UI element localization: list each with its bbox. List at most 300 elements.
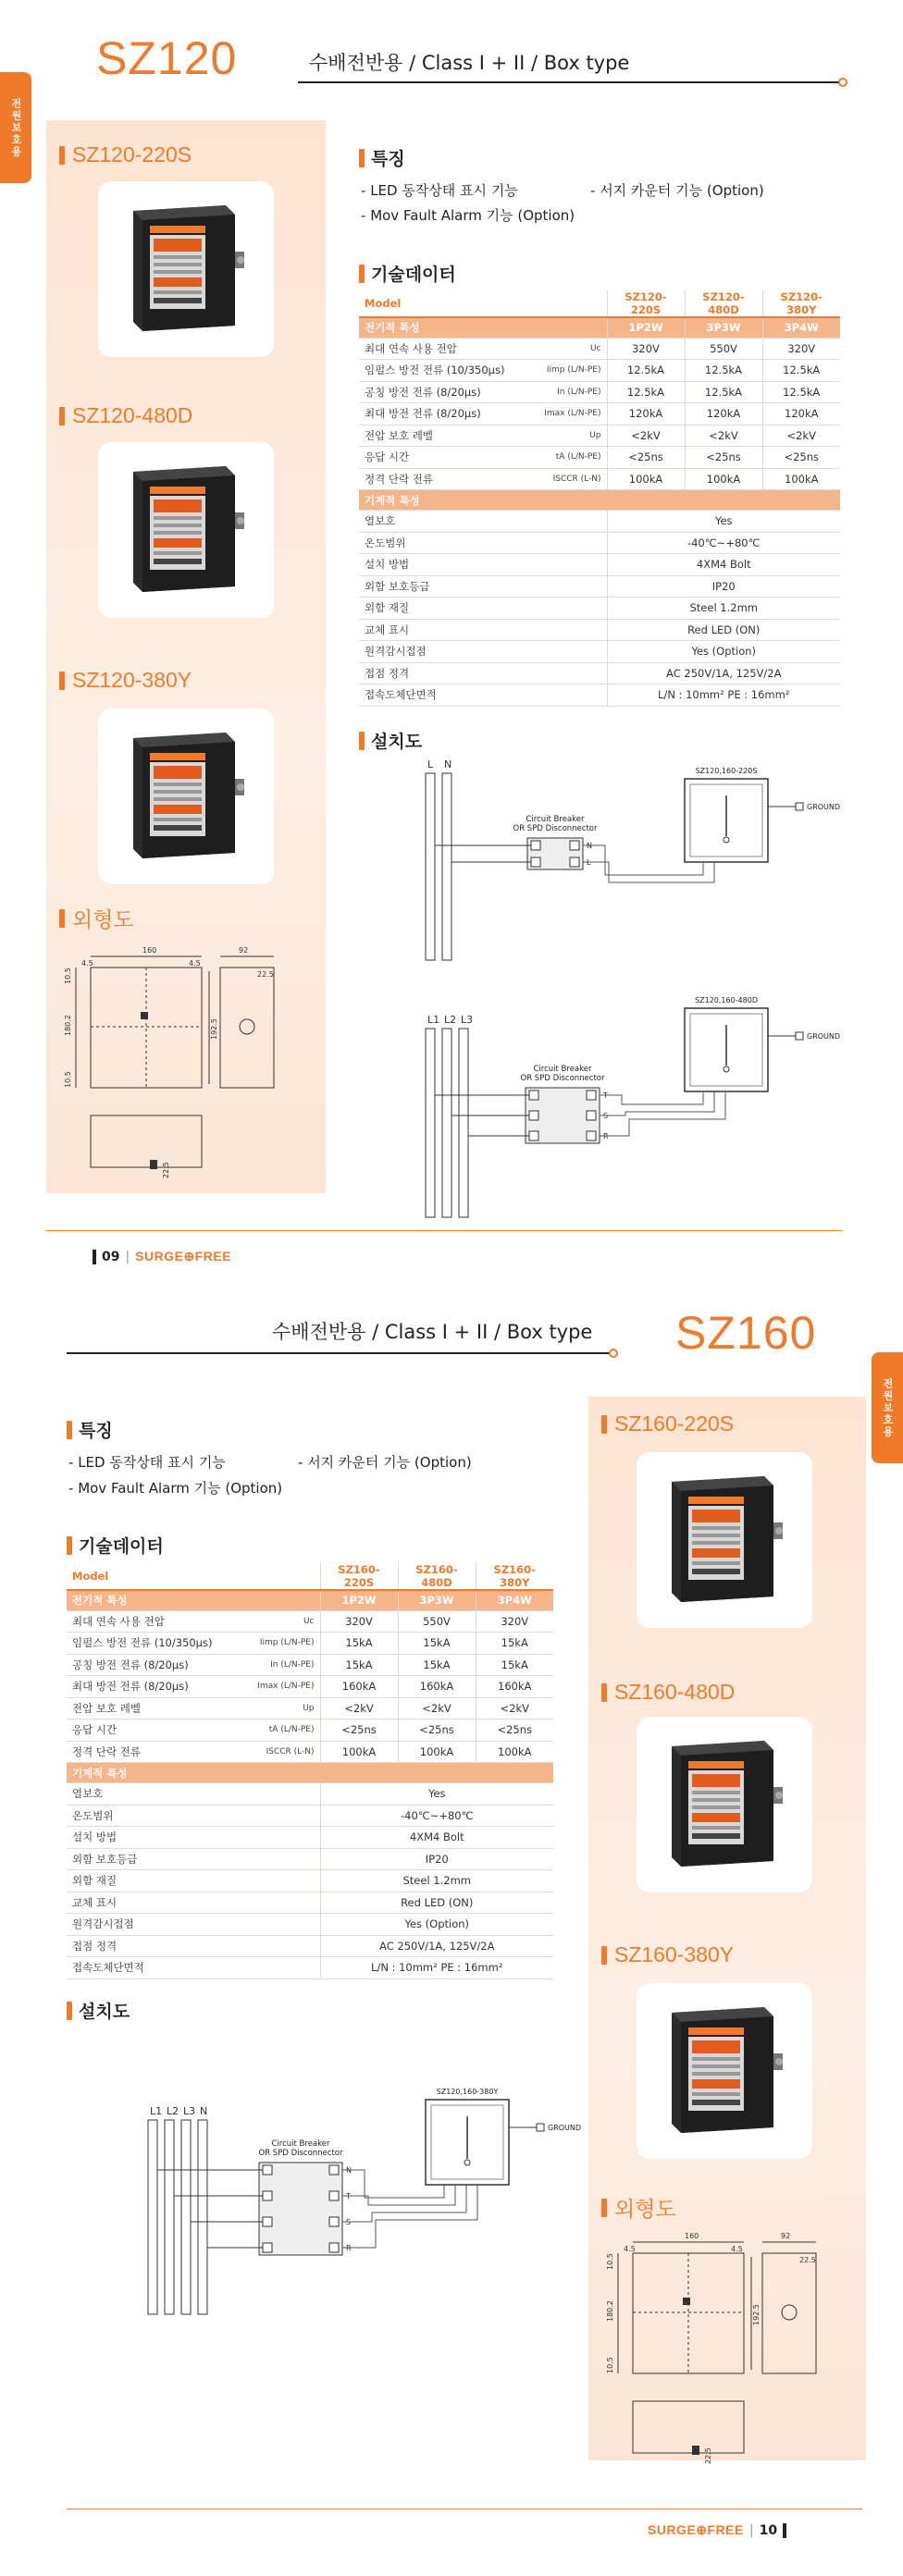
row-label: 최대 방전 전류 (8/20μs) xyxy=(359,403,530,425)
svg-text:4.5: 4.5 xyxy=(731,2245,743,2253)
bus-bar xyxy=(426,773,435,960)
model-title: SZ160 xyxy=(675,1307,817,1359)
table-row xyxy=(359,338,840,360)
row-label: 외함 보호등급 xyxy=(359,575,607,598)
row-value: 12.5kA xyxy=(607,381,685,403)
table-row xyxy=(359,575,840,598)
install-title: 설치도 xyxy=(359,728,422,753)
spd-wire xyxy=(342,2185,477,2248)
row-value: 15kA xyxy=(398,1654,476,1676)
row-value: -40℃~+80℃ xyxy=(320,1805,553,1827)
ground-label: GROUND xyxy=(548,2124,582,2132)
product-title: SZ120-480D xyxy=(59,403,192,428)
table-row xyxy=(359,360,840,382)
table-row xyxy=(359,532,840,554)
row-value: 320V xyxy=(320,1610,398,1633)
row-value: Yes (Option) xyxy=(607,641,840,663)
table-row xyxy=(359,511,840,533)
row-symbol: ISCCR (L-N) xyxy=(530,468,607,490)
bus-bar xyxy=(442,1029,452,1217)
row-value: 100kA xyxy=(398,1741,476,1763)
row-label: 접속도체단면적 xyxy=(67,1957,320,1979)
table-row xyxy=(67,1654,553,1676)
terminal-label: R xyxy=(346,2244,352,2252)
row-value: <2kV xyxy=(762,425,840,447)
row-value: AC 250V/1A, 125V/2A xyxy=(607,662,840,684)
svg-text:10.5: 10.5 xyxy=(64,968,72,984)
title-bar xyxy=(59,909,65,928)
table-row xyxy=(67,1957,553,1979)
install-diagram-220s xyxy=(407,751,841,964)
table-header-row xyxy=(67,1563,553,1590)
row-value: 320V xyxy=(476,1610,553,1633)
row-value: L/N : 10mm² PE : 16mm² xyxy=(320,1957,553,1979)
spec-table xyxy=(359,290,840,707)
feature-item: - 서지 카운터 기능 (Option) xyxy=(298,1454,472,1471)
row-label: 정격 단락 전류 xyxy=(359,468,530,490)
ground-terminal xyxy=(796,1032,803,1040)
row-label: 공칭 방전 전류 (8/20μs) xyxy=(67,1654,241,1676)
title-bar xyxy=(59,672,65,690)
svg-text:10.5: 10.5 xyxy=(606,2253,614,2270)
table-row xyxy=(359,619,840,641)
row-symbol: Iimp (L/N-PE) xyxy=(241,1633,320,1655)
row-value: <25ns xyxy=(762,447,840,469)
row-symbol: Uc xyxy=(530,338,607,360)
row-value: <2kV xyxy=(685,425,762,447)
table-row xyxy=(359,641,840,663)
table-row xyxy=(67,1914,553,1936)
breaker-pole xyxy=(529,1131,538,1140)
spd-element xyxy=(724,1066,729,1072)
row-value: 15kA xyxy=(476,1654,553,1676)
line-label: L3 xyxy=(461,1014,474,1026)
row-label: 정격 단락 전류 xyxy=(67,1741,241,1763)
model-title: SZ120 xyxy=(96,32,238,84)
svg-text:22.5: 22.5 xyxy=(799,2256,816,2264)
table-row xyxy=(67,1633,553,1655)
table-header-row xyxy=(359,290,840,317)
product-image xyxy=(637,1452,812,1628)
row-symbol: Up xyxy=(241,1697,320,1719)
line-label: L1 xyxy=(150,2105,163,2117)
table-row xyxy=(67,1848,553,1870)
spd-element xyxy=(464,2160,470,2165)
table-header-cell: SZ160-480D xyxy=(398,1563,476,1590)
ground-terminal xyxy=(537,2124,544,2131)
row-value: AC 250V/1A, 125V/2A xyxy=(320,1935,553,1957)
row-label: 전압 보호 레벨 xyxy=(359,425,530,447)
table-row xyxy=(67,1935,553,1957)
tech-data-title: 기술데이터 xyxy=(359,261,456,286)
category-row xyxy=(359,490,840,511)
row-value: 100kA xyxy=(476,1741,553,1763)
row-value: 12.5kA xyxy=(762,360,840,382)
features-title: 특징 xyxy=(359,145,405,170)
spd-model-label: SZ120,160-380Y xyxy=(436,2088,499,2096)
row-value: 12.5kA xyxy=(607,360,685,382)
outline-title: 외형도 xyxy=(59,903,134,933)
row-label: 접점 정격 xyxy=(359,662,607,684)
feature-item: - Mov Fault Alarm 기능 (Option) xyxy=(361,207,575,224)
row-value: <2kV xyxy=(320,1697,398,1719)
table-row xyxy=(359,425,840,447)
terminal-label: R xyxy=(603,1132,609,1140)
product-title: SZ160-380Y xyxy=(601,1942,734,1967)
category-label: 기계적 특성 xyxy=(359,490,840,511)
config-cell: 3P4W xyxy=(476,1590,553,1610)
row-label: 응답 시간 xyxy=(67,1719,241,1742)
table-header-cell: SZ160-220S xyxy=(320,1563,398,1590)
breaker-pole xyxy=(263,2243,272,2252)
row-label: 설치 방법 xyxy=(359,554,607,576)
outline-drawing xyxy=(63,943,313,1188)
feature-item: - Mov Fault Alarm 기능 (Option) xyxy=(68,1480,283,1497)
breaker-label: OR SPD Disconnector xyxy=(520,1074,605,1083)
table-row xyxy=(67,1827,553,1849)
row-label: 최대 연속 사용 전압 xyxy=(67,1610,241,1633)
footer-bar xyxy=(783,2523,786,2538)
row-label: 최대 방전 전류 (8/20μs) xyxy=(67,1676,241,1698)
title-bar xyxy=(359,265,365,283)
table-row xyxy=(67,1676,553,1698)
breaker-pole xyxy=(587,1111,596,1120)
category-label: 기계적 특성 xyxy=(67,1763,553,1783)
spd-model-label: SZ120,160-220S xyxy=(695,767,758,775)
side-tab: 전원보호용 xyxy=(872,1352,903,1463)
row-label: 원격감시접점 xyxy=(67,1914,320,1936)
svg-text:192.5: 192.5 xyxy=(752,2304,761,2325)
table-row xyxy=(67,1719,553,1742)
row-label: 응답 시간 xyxy=(359,447,530,469)
footer-rule xyxy=(67,2508,862,2509)
row-label: 교체 표시 xyxy=(359,619,607,641)
spd-wire xyxy=(342,2185,466,2222)
row-value: 12.5kA xyxy=(685,381,762,403)
ground-terminal xyxy=(796,803,803,810)
line-label: L xyxy=(427,758,434,770)
product-panel xyxy=(46,120,326,1193)
row-value: <25ns xyxy=(398,1719,476,1742)
row-value: <25ns xyxy=(607,447,685,469)
row-label: 외함 재질 xyxy=(359,598,607,620)
breaker-label: OR SPD Disconnector xyxy=(258,2149,343,2158)
product-image xyxy=(637,1983,812,2159)
bus-bar xyxy=(165,2120,174,2314)
device-illustration xyxy=(126,198,246,340)
row-label: 열보호 xyxy=(359,511,607,533)
svg-text:22.5: 22.5 xyxy=(704,2447,712,2464)
title-bar xyxy=(59,146,65,165)
header-rule-dot xyxy=(838,78,847,87)
table-row xyxy=(67,1741,553,1763)
row-value: -40℃~+80℃ xyxy=(607,532,840,554)
row-label: 접점 정격 xyxy=(67,1935,320,1957)
row-value: Steel 1.2mm xyxy=(320,1870,553,1892)
svg-text:160: 160 xyxy=(142,946,157,955)
row-value: 100kA xyxy=(607,468,685,490)
table-header-cell: SZ120-480D xyxy=(685,290,762,317)
breaker-pole xyxy=(570,857,579,867)
svg-text:22.5: 22.5 xyxy=(257,970,274,979)
row-value: Steel 1.2mm xyxy=(607,598,840,620)
category-row xyxy=(67,1763,553,1783)
title-bar xyxy=(67,1421,72,1439)
row-label: 임펄스 방전 전류 (10/350μs) xyxy=(359,360,530,382)
svg-text:92: 92 xyxy=(781,2232,791,2240)
product-title: SZ120-380Y xyxy=(59,668,192,693)
row-value: 550V xyxy=(685,338,762,360)
install-title: 설치도 xyxy=(67,1998,130,2023)
tech-data-title: 기술데이터 xyxy=(67,1533,164,1558)
row-symbol: Up xyxy=(530,425,607,447)
table-row xyxy=(67,1870,553,1892)
row-label: 온도범위 xyxy=(67,1805,320,1827)
terminal-label: S xyxy=(603,1112,609,1120)
row-symbol: Imax (L/N-PE) xyxy=(241,1676,320,1698)
bus-bar xyxy=(198,2120,207,2314)
breaker-label: Circuit Breaker xyxy=(271,2139,330,2149)
row-value: Red LED (ON) xyxy=(607,619,840,641)
row-label: 외함 보호등급 xyxy=(67,1848,320,1870)
bus-bar xyxy=(442,773,452,960)
table-row xyxy=(67,1697,553,1719)
row-label: 접속도체단면적 xyxy=(359,684,607,707)
install-diagram-480d xyxy=(407,980,841,1221)
product-image xyxy=(98,181,274,357)
outline-drawing xyxy=(605,2229,855,2473)
row-label: 설치 방법 xyxy=(67,1827,320,1849)
table-row xyxy=(359,468,840,490)
config-cell: 3P3W xyxy=(685,317,762,338)
svg-text:4.5: 4.5 xyxy=(81,959,93,968)
row-value: 4XM4 Bolt xyxy=(607,554,840,576)
terminal-label: T xyxy=(346,2192,351,2200)
terminal-label: L xyxy=(587,858,591,867)
product-title: SZ120-220S xyxy=(59,142,192,167)
category-row xyxy=(67,1590,553,1610)
spec-table xyxy=(67,1563,553,1979)
svg-text:22.5: 22.5 xyxy=(162,1162,170,1178)
breaker xyxy=(259,2163,342,2255)
spd-wire xyxy=(342,2185,455,2205)
table-row xyxy=(359,684,840,707)
device-illustration xyxy=(664,1469,785,1611)
product-panel xyxy=(588,1397,866,2464)
breaker-pole xyxy=(587,1091,596,1100)
row-value: <2kV xyxy=(607,425,685,447)
device-illustration xyxy=(126,459,246,601)
row-value: 160kA xyxy=(320,1676,398,1698)
row-value: Red LED (ON) xyxy=(320,1892,553,1914)
table-row xyxy=(359,403,840,425)
row-value: 160kA xyxy=(476,1676,553,1698)
footer-rule xyxy=(46,1230,842,1231)
row-symbol: Imax (L/N-PE) xyxy=(530,403,607,425)
row-symbol: In (L/N-PE) xyxy=(530,381,607,403)
table-header-cell: SZ160-380Y xyxy=(476,1563,553,1590)
row-value: 12.5kA xyxy=(685,360,762,382)
row-value: Yes xyxy=(607,511,840,533)
svg-text:180.2: 180.2 xyxy=(606,2300,614,2322)
ground-label: GROUND xyxy=(807,803,841,811)
footer-bar xyxy=(93,1250,96,1264)
row-value: <25ns xyxy=(685,447,762,469)
side-tab: 전원보호용 xyxy=(0,72,31,183)
row-label: 최대 연속 사용 전압 xyxy=(359,338,530,360)
breaker-label: Circuit Breaker xyxy=(533,1065,592,1074)
product-title: SZ160-220S xyxy=(601,1411,734,1436)
row-value: 100kA xyxy=(762,468,840,490)
row-value: 120kA xyxy=(762,403,840,425)
config-cell: 1P2W xyxy=(320,1590,398,1610)
ground-label: GROUND xyxy=(807,1032,841,1041)
config-cell: 3P3W xyxy=(398,1590,476,1610)
svg-text:180.2: 180.2 xyxy=(64,1015,72,1036)
page-number: 10 xyxy=(759,2522,778,2538)
product-image xyxy=(98,442,274,618)
breaker-pole xyxy=(531,857,540,867)
title-bar xyxy=(601,2199,607,2217)
breaker-pole xyxy=(570,841,579,850)
breaker-pole xyxy=(531,841,540,850)
device-illustration xyxy=(126,725,246,868)
row-value: IP20 xyxy=(607,575,840,598)
row-value: <25ns xyxy=(320,1719,398,1742)
spd-wire xyxy=(583,862,714,882)
table-header-cell: SZ120-220S xyxy=(607,290,685,317)
bus-bar xyxy=(426,1029,435,1217)
row-value: <2kV xyxy=(476,1697,553,1719)
product-image xyxy=(98,709,274,884)
table-row xyxy=(359,447,840,469)
row-value: Yes xyxy=(320,1783,553,1806)
svg-text:92: 92 xyxy=(239,946,249,955)
header-rule xyxy=(298,81,842,83)
header-rule-dot xyxy=(609,1349,618,1358)
config-cell: 3P4W xyxy=(762,317,840,338)
row-value: Yes (Option) xyxy=(320,1914,553,1936)
row-value: <2kV xyxy=(398,1697,476,1719)
table-row xyxy=(359,381,840,403)
table-header-cell: SZ120-380Y xyxy=(762,290,840,317)
row-symbol: In (L/N-PE) xyxy=(241,1654,320,1676)
terminal-label: N xyxy=(587,842,592,850)
row-value: IP20 xyxy=(320,1848,553,1870)
page-footer: SURGE⊕FREE | 10 xyxy=(648,2522,786,2538)
breaker-pole xyxy=(263,2165,272,2175)
spd-model-label: SZ120,160-480D xyxy=(695,996,758,1005)
svg-text:4.5: 4.5 xyxy=(189,959,201,968)
breaker-pole xyxy=(329,2217,339,2226)
row-label: 전압 보호 레벨 xyxy=(67,1697,241,1719)
breaker-pole xyxy=(263,2191,272,2200)
category-label: 전기적 특성 xyxy=(359,317,607,338)
line-label: L3 xyxy=(183,2105,196,2117)
product-image xyxy=(637,1717,812,1892)
title-bar xyxy=(601,1683,607,1702)
bus-bar xyxy=(148,2120,157,2314)
row-value: 100kA xyxy=(320,1741,398,1763)
row-symbol: ISCCR (L-N) xyxy=(241,1741,320,1763)
bus-bar xyxy=(459,1029,468,1217)
bus-bar xyxy=(181,2120,191,2314)
install-diagram-380y xyxy=(130,2083,582,2323)
row-value: 4XM4 Bolt xyxy=(320,1827,553,1849)
brand-logo: SURGE⊕FREE xyxy=(135,1249,232,1263)
product-title: SZ160-480D xyxy=(601,1680,735,1705)
row-value: <25ns xyxy=(476,1719,553,1742)
row-value: 15kA xyxy=(320,1633,398,1655)
table-row xyxy=(67,1783,553,1806)
row-value: 15kA xyxy=(398,1633,476,1655)
row-symbol: Iimp (L/N-PE) xyxy=(530,360,607,382)
title-bar xyxy=(601,1415,607,1434)
device-illustration xyxy=(664,2000,785,2142)
outline-title: 외형도 xyxy=(601,2192,676,2223)
terminal-label: N xyxy=(346,2166,352,2175)
device-illustration xyxy=(664,1733,785,1876)
table-header-cell: Model xyxy=(359,290,607,317)
row-value: L/N : 10mm² PE : 16mm² xyxy=(607,684,840,707)
row-label: 임펄스 방전 전류 (10/350μs) xyxy=(67,1633,241,1655)
features-title: 특징 xyxy=(67,1417,113,1442)
feature-item: - 서지 카운터 기능 (Option) xyxy=(590,182,764,199)
table-row xyxy=(67,1892,553,1914)
breaker-label: OR SPD Disconnector xyxy=(513,824,598,833)
row-label: 외함 재질 xyxy=(67,1870,320,1892)
row-value: 320V xyxy=(762,338,840,360)
row-label: 교체 표시 xyxy=(67,1892,320,1914)
line-label: L1 xyxy=(427,1014,440,1026)
page-header: 수배전반용 / Class I + II / Box type xyxy=(272,1321,593,1343)
svg-text:10.5: 10.5 xyxy=(64,1071,72,1088)
svg-text:4.5: 4.5 xyxy=(624,2245,636,2253)
breaker-pole xyxy=(529,1111,538,1120)
row-value: 550V xyxy=(398,1610,476,1633)
line-label: N xyxy=(200,2105,208,2117)
row-value: 15kA xyxy=(320,1654,398,1676)
breaker-pole xyxy=(329,2165,339,2175)
row-value: 100kA xyxy=(685,468,762,490)
svg-text:10.5: 10.5 xyxy=(606,2357,614,2373)
terminal-label: T xyxy=(603,1091,608,1100)
title-bar xyxy=(601,1946,607,1965)
breaker-pole xyxy=(587,1131,596,1140)
terminal-label: S xyxy=(346,2218,352,2226)
spd-element xyxy=(724,837,729,843)
row-label: 열보호 xyxy=(67,1783,320,1806)
table-row xyxy=(67,1805,553,1827)
row-symbol: tA (L/N-PE) xyxy=(241,1719,320,1742)
spd-wire xyxy=(600,1091,703,1104)
breaker-pole xyxy=(329,2191,339,2200)
title-bar xyxy=(67,2002,72,2020)
title-bar xyxy=(359,149,365,167)
page-10 xyxy=(0,1288,903,2575)
table-row xyxy=(67,1610,553,1633)
row-value: 12.5kA xyxy=(762,381,840,403)
row-label: 원격감시접점 xyxy=(359,641,607,663)
category-label: 전기적 특성 xyxy=(67,1590,320,1610)
title-bar xyxy=(67,1536,72,1555)
header-rule xyxy=(67,1352,612,1354)
config-cell: 1P2W xyxy=(607,317,685,338)
page-number: 09 xyxy=(102,1249,120,1264)
row-value: 120kA xyxy=(607,403,685,425)
feature-item: - LED 동작상태 표시 기능 xyxy=(68,1454,226,1471)
row-label: 공칭 방전 전류 (8/20μs) xyxy=(359,381,530,403)
